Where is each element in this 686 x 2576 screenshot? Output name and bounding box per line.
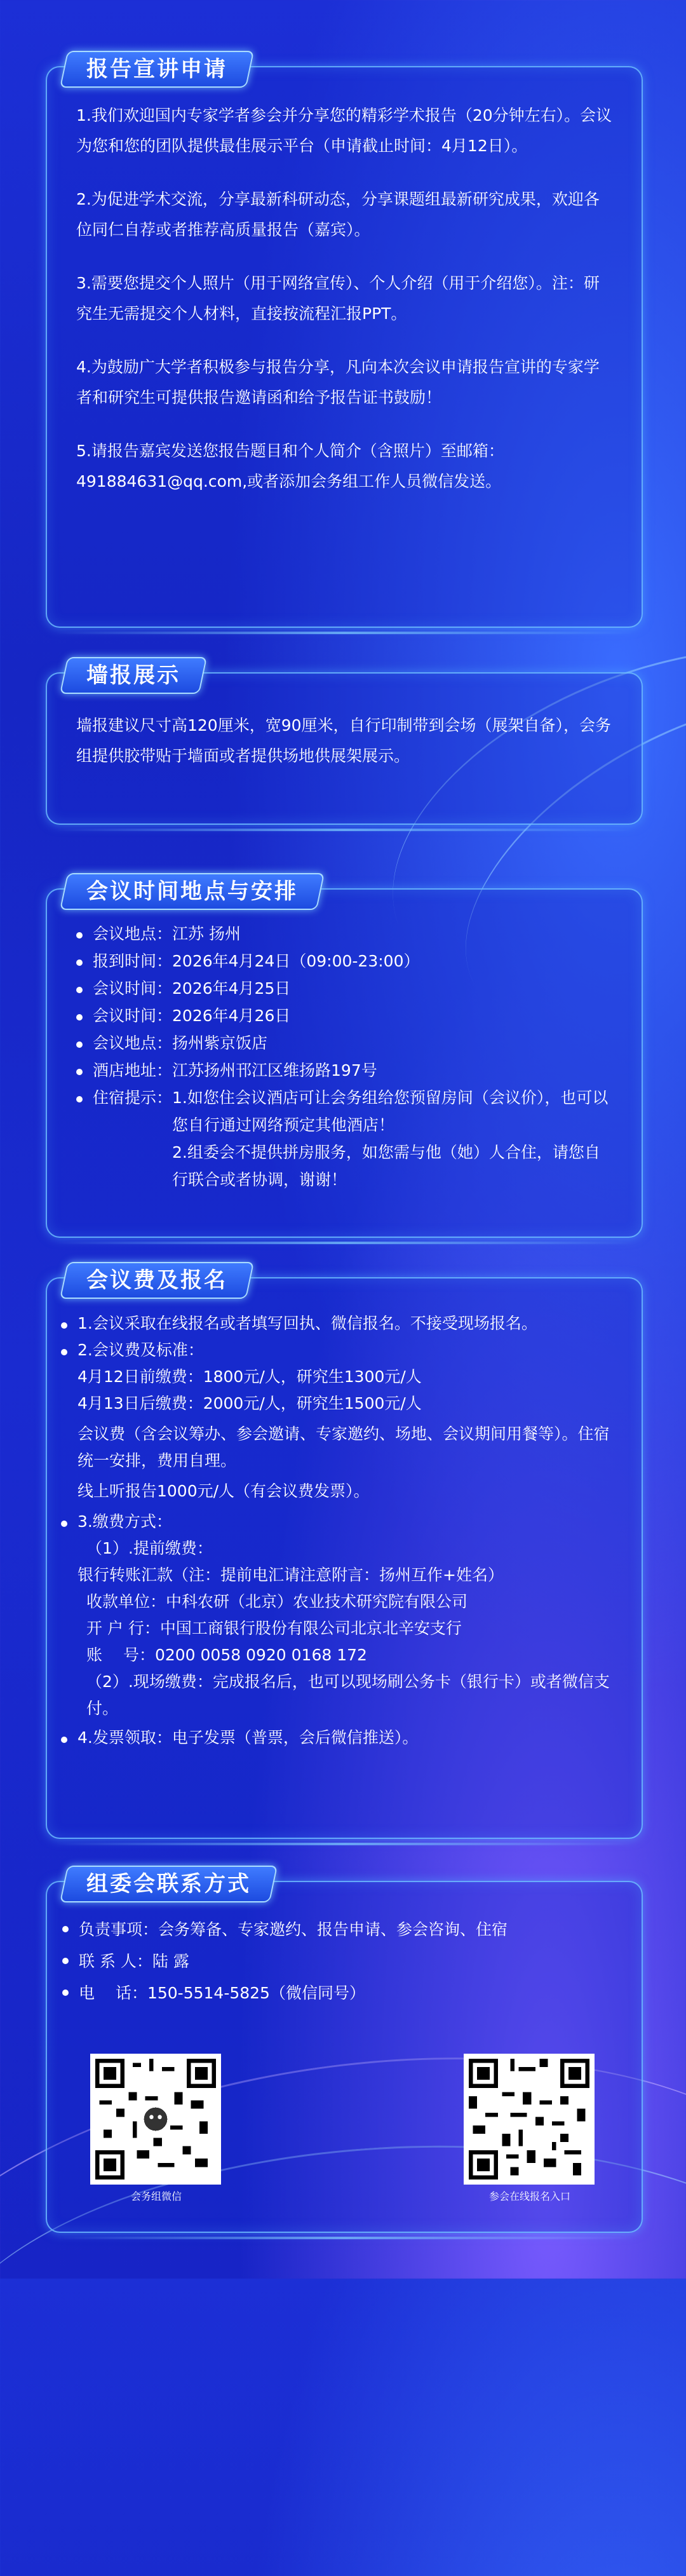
bullet-icon <box>76 987 83 993</box>
contact-panel <box>46 1871 643 2233</box>
bullet-icon <box>76 932 83 939</box>
schedule-item: 会议地点： 江苏 扬州 <box>76 920 612 947</box>
fees-line: 1.会议采取在线报名或者填写回执、微信报名。不接受现场报名。 <box>77 1314 537 1332</box>
report-paragraph: 1.我们欢迎国内专家学者参会并分享您的精彩学术报告（20分钟左右）。会议为您和您的团队提供最佳展示平台（申请截止时间：4月12日）。 <box>76 106 612 155</box>
bullet-icon <box>61 1322 67 1329</box>
schedule-item: 酒店地址： 江苏扬州邗江区维扬路197号 <box>76 1057 612 1084</box>
bullet-icon <box>62 1958 69 1964</box>
fees-line: 线上听报告1000元/人（有会议费发票）。 <box>77 1482 370 1500</box>
schedule-item: 报到时间： 2026年4月24日（09:00-23:00） <box>76 947 612 975</box>
fees-line: 4月13日后缴费：2000元/人，研究生1500元/人 <box>77 1394 422 1413</box>
bullet-icon <box>61 1349 67 1355</box>
report-paragraph: 3.需要您提交个人照片（用于网络宣传）、个人介绍（用于介绍您）。注：研究生无需提交个人材料，直接按流程汇报PPT。 <box>76 274 600 323</box>
bullet-icon <box>76 1096 83 1102</box>
fees-panel <box>46 1268 643 1839</box>
bullet-icon <box>76 1069 83 1075</box>
bullet-icon <box>76 1041 83 1048</box>
bullet-icon <box>76 959 83 966</box>
report-application-panel <box>46 57 643 628</box>
qr-caption-registration: 参会在线报名入口 <box>488 2190 570 2202</box>
fees-line: 银行转账汇款（注：提前电汇请注意附言：扬州互作+姓名） <box>77 1566 504 1584</box>
fees-line: 4.发票领取：电子发票（普票，会后微信推送）。 <box>77 1728 419 1747</box>
section-title: 组委会联系方式 <box>86 1871 251 1897</box>
fees-line: 4月12日前缴费：1800元/人，研究生1300元/人 <box>77 1367 422 1386</box>
tip-line: 1.如您住会议酒店可让会务组给您预留房间（会议价），也可以您自行通过网络预定其他酒店！ <box>172 1088 609 1134</box>
schedule-panel <box>46 879 643 1238</box>
report-paragraph: 2.为促进学术交流，分享最新科研动态，分享课题组最新研究成果，欢迎各位同仁自荐或者推荐高质量报告（嘉宾）。 <box>76 190 600 239</box>
bullet-icon <box>62 1926 69 1932</box>
bullet-icon <box>76 1014 83 1020</box>
section-title: 报告宣讲申请 <box>86 57 227 82</box>
schedule-item: 会议时间： 2026年4月25日 <box>76 975 612 1002</box>
section-tab <box>60 1262 254 1299</box>
schedule-item: 会议时间： 2026年4月26日 <box>76 1002 612 1029</box>
bullet-icon <box>62 1990 69 1996</box>
qr-caption-wechat: 会务组微信 <box>130 2190 182 2202</box>
fees-line: （2）.现场缴费：完成报名后，也可以现场刷公务卡（银行卡）或者微信支付。 <box>86 1672 610 1718</box>
bullet-icon <box>61 1521 67 1527</box>
tip-line: 2.组委会不提供拼房服务，如您需与他（她）人合住，请您自行联合或者协调，谢谢！ <box>172 1143 600 1189</box>
schedule-tip: 住宿提示： 1.如您住会议酒店可让会务组给您预留房间（会议价），也可以您自行通过网络预定其他酒店！ 2.组委会不提供拼房服务，如您需与他（她）人合住，请您自行联合或者协调，谢谢！ <box>76 1084 612 1193</box>
report-paragraph: 4.为鼓励广大学者积极参与报告分享，凡向本次会议申请报告宣讲的专家学者和研究生可提供报告邀请函和给予报告证书鼓励！ <box>76 358 600 407</box>
poster-text: 墙报建议尺寸高120厘米，宽90厘米，自行印制带到会场（展架自备），会务组提供胶带贴于墙面或者提供场地供展架展示。 <box>76 716 612 765</box>
fees-line: 收款单位：中科农研（北京）农业技术研究院有限公司 <box>86 1592 468 1611</box>
contact-item: 负责事项： 会务筹备、专家邀约、报告申请、参会咨询、住宿 <box>62 1914 626 1946</box>
contact-item: 电 话： 150-5514-5825（微信同号） <box>62 1977 626 2009</box>
wechat-qr-code <box>90 2054 221 2185</box>
fees-line: 会议费（含会议筹办、参会邀请、专家邀约、场地、会议期间用餐等）。住宿统一安排，费用自理。 <box>77 1425 610 1470</box>
registration-qr-code <box>464 2054 595 2185</box>
section-title: 会议费及报名 <box>86 1268 227 1293</box>
contact-item: 联 系 人： 陆 露 <box>62 1946 626 1977</box>
bullet-icon <box>61 1737 67 1743</box>
section-title: 墙报展示 <box>86 663 180 688</box>
poster-panel <box>46 663 643 825</box>
fees-line: 3.缴费方式： <box>77 1512 172 1531</box>
schedule-item: 会议地点： 扬州紫京饭店 <box>76 1029 612 1057</box>
fees-line: 账 号：0200 0058 0920 0168 172 <box>86 1646 367 1664</box>
section-tab <box>60 1866 278 1902</box>
section-tab <box>60 657 207 694</box>
report-paragraph: 5.请报告嘉宾发送您报告题目和个人简介（含照片）至邮箱：491884631@qq.com,或者添加会务组工作人员微信发送。 <box>76 442 504 491</box>
section-tab <box>60 51 254 88</box>
fees-line: 开 户 行：中国工商银行股份有限公司北京北辛安支行 <box>86 1619 462 1637</box>
fees-line: 2.会议费及标准： <box>77 1341 204 1359</box>
section-title: 会议时间地点与安排 <box>86 879 298 904</box>
section-tab <box>60 873 325 910</box>
fees-line: （1）.提前缴费： <box>86 1539 213 1557</box>
